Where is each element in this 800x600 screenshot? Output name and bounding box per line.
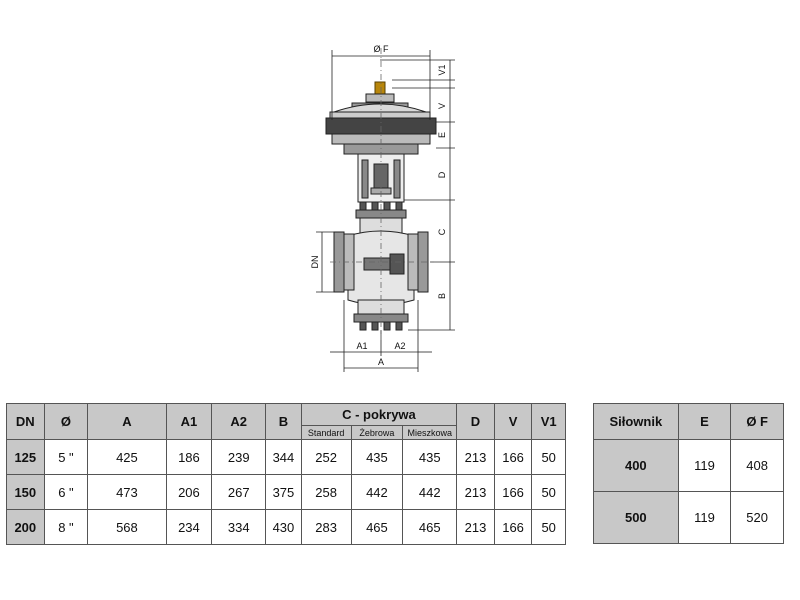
cell-c-zebrowa: 465 <box>351 510 403 545</box>
cell-silownik: 500 <box>594 492 679 544</box>
cell-a: 568 <box>88 510 166 545</box>
cell-c-mieszkowa: 442 <box>403 475 457 510</box>
header-a: A <box>88 404 166 440</box>
cell-phi: 8 " <box>44 510 88 545</box>
cell-phi: 5 " <box>44 440 88 475</box>
label-c: C <box>437 228 447 236</box>
cell-d: 213 <box>457 510 495 545</box>
label-v1: V1 <box>437 64 447 76</box>
cell-b: 344 <box>266 440 302 475</box>
cell-d: 213 <box>457 475 495 510</box>
cell-c-standard: 258 <box>301 475 351 510</box>
label-d: D <box>437 171 447 179</box>
header-v1: V1 <box>532 404 566 440</box>
header-b: B <box>266 404 302 440</box>
cell-a: 473 <box>88 475 166 510</box>
header-silownik: Siłownik <box>594 404 679 440</box>
cell-c-zebrowa: 442 <box>351 475 403 510</box>
cell-phi-f: 408 <box>731 440 784 492</box>
cell-phi-f: 520 <box>731 492 784 544</box>
cell-silownik: 400 <box>594 440 679 492</box>
label-b: B <box>437 292 447 300</box>
cell-a1: 234 <box>166 510 212 545</box>
cell-v1: 50 <box>532 475 566 510</box>
cell-b: 430 <box>266 510 302 545</box>
cell-a: 425 <box>88 440 166 475</box>
header-e: E <box>678 404 731 440</box>
cell-v: 166 <box>494 440 532 475</box>
cell-v1: 50 <box>532 510 566 545</box>
cell-c-mieszkowa: 465 <box>403 510 457 545</box>
cell-dn: 125 <box>7 440 45 475</box>
label-v: V <box>437 102 447 110</box>
table-row <box>7 440 566 475</box>
header-phi: Ø <box>44 404 88 440</box>
cell-v1: 50 <box>532 440 566 475</box>
cell-dn: 150 <box>7 475 45 510</box>
table-row <box>7 475 566 510</box>
cell-c-standard: 283 <box>301 510 351 545</box>
cell-v: 166 <box>494 475 532 510</box>
label-e: E <box>437 131 447 139</box>
header-phi-f: Ø F <box>731 404 784 440</box>
actuator-table <box>593 403 784 544</box>
cell-a1: 206 <box>166 475 212 510</box>
cell-phi: 6 " <box>44 475 88 510</box>
cell-c-mieszkowa: 435 <box>403 440 457 475</box>
cell-a2: 267 <box>212 475 266 510</box>
label-dn: DN <box>310 255 320 269</box>
header-c-standard: Standard <box>301 426 351 440</box>
table-row <box>594 440 784 492</box>
label-a1: A1 <box>356 341 368 351</box>
header-c-mieszkowa: Mieszkowa <box>403 426 457 440</box>
cell-a1: 186 <box>166 440 212 475</box>
label-a2: A2 <box>394 341 406 351</box>
cell-c-zebrowa: 435 <box>351 440 403 475</box>
header-a2: A2 <box>212 404 266 440</box>
cell-e: 119 <box>678 440 731 492</box>
header-dn: DN <box>7 404 45 440</box>
header-d: D <box>457 404 495 440</box>
label-phi-f: Ø F <box>373 44 389 54</box>
header-a1: A1 <box>166 404 212 440</box>
cell-a2: 239 <box>212 440 266 475</box>
cell-dn: 200 <box>7 510 45 545</box>
cell-c-standard: 252 <box>301 440 351 475</box>
dimensions-table <box>6 403 566 545</box>
cell-v: 166 <box>494 510 532 545</box>
header-c: C - pokrywa <box>301 404 456 426</box>
cell-b: 375 <box>266 475 302 510</box>
table-row <box>7 510 566 545</box>
cell-d: 213 <box>457 440 495 475</box>
cell-a2: 334 <box>212 510 266 545</box>
label-a: A <box>377 357 385 367</box>
table-row <box>594 492 784 544</box>
header-v: V <box>494 404 532 440</box>
cell-e: 119 <box>678 492 731 544</box>
header-c-zebrowa: Żebrowa <box>351 426 403 440</box>
